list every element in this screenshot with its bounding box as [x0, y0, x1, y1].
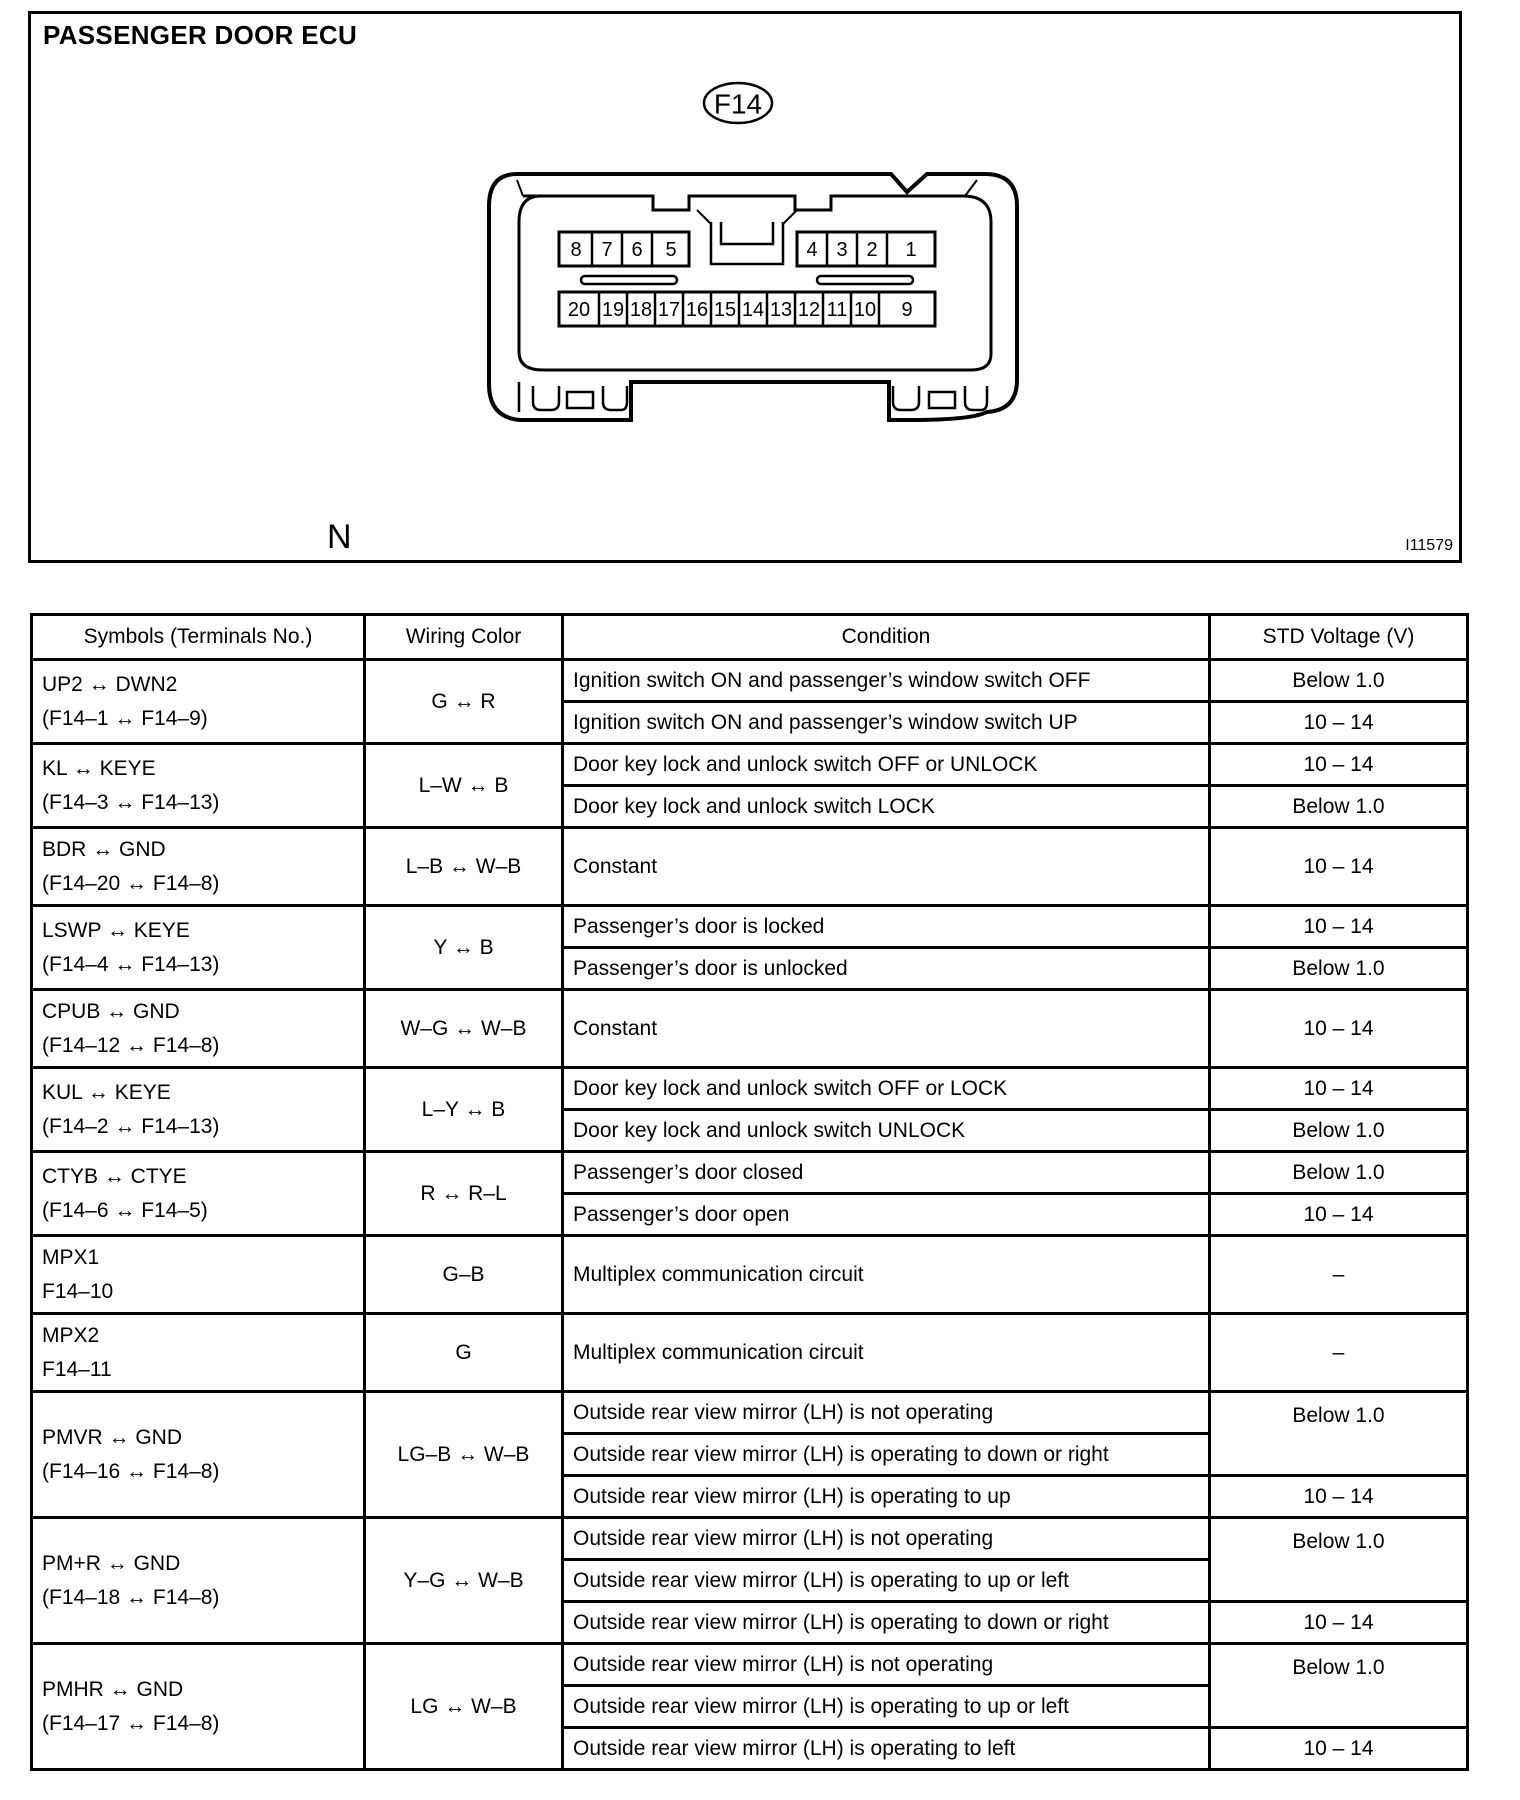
condition-cell: Outside rear view mirror (LH) is operating to down or right: [563, 1434, 1210, 1476]
pin-label: 15: [713, 299, 737, 321]
voltage-cell: Below 1.0: [1210, 1152, 1468, 1194]
symbol-cell: PM+R ↔ GND (F14–18 ↔ F14–8): [32, 1518, 365, 1644]
wiring-color-cell: Y–G ↔ W–B: [365, 1518, 563, 1644]
condition-cell: Constant: [563, 828, 1210, 906]
wiring-color-cell: W–G ↔ W–B: [365, 990, 563, 1068]
wiring-color-cell: G–B: [365, 1236, 563, 1314]
table-row: [32, 744, 1468, 786]
diagram-title: PASSENGER DOOR ECU: [43, 20, 358, 50]
pin-label: 16: [685, 299, 709, 321]
voltage-cell: 10 – 14: [1210, 1728, 1468, 1770]
symbol-cell: KUL ↔ KEYE (F14–2 ↔ F14–13): [32, 1068, 365, 1152]
pin-label: 4: [806, 239, 818, 261]
voltage-cell: Below 1.0: [1210, 948, 1468, 990]
condition-cell: Passenger’s door is locked: [563, 906, 1210, 948]
table-row: [32, 1518, 1468, 1560]
connector-code: F14: [713, 88, 763, 120]
voltage-cell: Below 1.0: [1210, 786, 1468, 828]
voltage-cell: 10 – 14: [1210, 744, 1468, 786]
pin-label: 10: [853, 299, 877, 321]
condition-cell: Constant: [563, 990, 1210, 1068]
voltage-cell: 10 – 14: [1210, 828, 1468, 906]
voltage-cell: 10 – 14: [1210, 1068, 1468, 1110]
header-wiring-color: Wiring Color: [365, 615, 563, 660]
table-row: [32, 1314, 1468, 1392]
pin-label: 6: [631, 239, 643, 261]
table-row: [32, 1068, 1468, 1110]
wiring-color-cell: Y ↔ B: [365, 906, 563, 990]
pin-label: 11: [826, 299, 848, 321]
voltage-cell: Below 1.0: [1210, 660, 1468, 702]
connector-drawing: [31, 14, 1459, 560]
symbol-cell: MPX2 F14–11: [32, 1314, 365, 1392]
connector-diagram: [28, 11, 1462, 563]
condition-cell: Ignition switch ON and passenger’s window switch UP: [563, 702, 1210, 744]
condition-cell: Outside rear view mirror (LH) is not operating: [563, 1644, 1210, 1686]
condition-cell: Outside rear view mirror (LH) is operating to up or left: [563, 1560, 1210, 1602]
condition-cell: Ignition switch ON and passenger’s window switch OFF: [563, 660, 1210, 702]
voltage-cell: Below 1.0: [1210, 1110, 1468, 1152]
voltage-cell: –: [1210, 1314, 1468, 1392]
table-row: [32, 906, 1468, 948]
header-condition: Condition: [563, 615, 1210, 660]
pin-label: 20: [567, 299, 591, 321]
condition-cell: Outside rear view mirror (LH) is not operating: [563, 1392, 1210, 1434]
condition-cell: Outside rear view mirror (LH) is operating to down or right: [563, 1602, 1210, 1644]
orientation-mark: N: [327, 518, 352, 556]
pin-label: 3: [836, 239, 848, 261]
pin-label: 17: [657, 299, 681, 321]
pin-label: 14: [741, 299, 765, 321]
voltage-cell: 10 – 14: [1210, 1476, 1468, 1518]
voltage-spec-table: [30, 613, 1469, 1771]
symbol-cell: CPUB ↔ GND (F14–12 ↔ F14–8): [32, 990, 365, 1068]
table-row: [32, 828, 1468, 906]
wiring-color-cell: LG ↔ W–B: [365, 1644, 563, 1770]
wiring-color-cell: G ↔ R: [365, 660, 563, 744]
voltage-cell: Below 1.0: [1210, 1644, 1468, 1728]
wiring-color-cell: L–B ↔ W–B: [365, 828, 563, 906]
wiring-color-cell: L–W ↔ B: [365, 744, 563, 828]
condition-cell: Outside rear view mirror (LH) is operating to left: [563, 1728, 1210, 1770]
table-row: [32, 660, 1468, 702]
pin-label: 2: [866, 239, 878, 261]
pin-label: 19: [601, 299, 625, 321]
voltage-cell: Below 1.0: [1210, 1518, 1468, 1602]
voltage-cell: –: [1210, 1236, 1468, 1314]
condition-cell: Outside rear view mirror (LH) is operating to up or left: [563, 1686, 1210, 1728]
condition-cell: Door key lock and unlock switch OFF or LOCK: [563, 1068, 1210, 1110]
figure-code: I11579: [1405, 537, 1453, 554]
pin-label: 18: [629, 299, 653, 321]
pin-label: 9: [901, 299, 913, 321]
table-row: [32, 990, 1468, 1068]
table-row: [32, 1152, 1468, 1194]
pin-label: 12: [797, 299, 821, 321]
symbol-cell: CTYB ↔ CTYE (F14–6 ↔ F14–5): [32, 1152, 365, 1236]
condition-cell: Door key lock and unlock switch UNLOCK: [563, 1110, 1210, 1152]
pin-label: 13: [769, 299, 793, 321]
symbol-cell: PMHR ↔ GND (F14–17 ↔ F14–8): [32, 1644, 365, 1770]
condition-cell: Passenger’s door open: [563, 1194, 1210, 1236]
condition-cell: Outside rear view mirror (LH) is operating to up: [563, 1476, 1210, 1518]
condition-cell: Door key lock and unlock switch OFF or UNLOCK: [563, 744, 1210, 786]
table-row: [32, 1644, 1468, 1686]
voltage-cell: 10 – 14: [1210, 1194, 1468, 1236]
table-header-row: [32, 615, 1468, 660]
voltage-cell: 10 – 14: [1210, 702, 1468, 744]
pin-label: 1: [905, 239, 917, 261]
table-row: [32, 1236, 1468, 1314]
condition-cell: Multiplex communication circuit: [563, 1236, 1210, 1314]
symbol-cell: KL ↔ KEYE (F14–3 ↔ F14–13): [32, 744, 365, 828]
condition-cell: Door key lock and unlock switch LOCK: [563, 786, 1210, 828]
symbol-cell: UP2 ↔ DWN2 (F14–1 ↔ F14–9): [32, 660, 365, 744]
table-row: [32, 1392, 1468, 1434]
condition-cell: Passenger’s door closed: [563, 1152, 1210, 1194]
symbol-cell: PMVR ↔ GND (F14–16 ↔ F14–8): [32, 1392, 365, 1518]
condition-cell: Passenger’s door is unlocked: [563, 948, 1210, 990]
header-std-voltage: STD Voltage (V): [1210, 615, 1468, 660]
pin-label: 7: [601, 239, 613, 261]
pin-label: 8: [570, 239, 582, 261]
condition-cell: Multiplex communication circuit: [563, 1314, 1210, 1392]
voltage-cell: 10 – 14: [1210, 990, 1468, 1068]
wiring-color-cell: L–Y ↔ B: [365, 1068, 563, 1152]
condition-cell: Outside rear view mirror (LH) is not operating: [563, 1518, 1210, 1560]
wiring-color-cell: LG–B ↔ W–B: [365, 1392, 563, 1518]
header-symbols: Symbols (Terminals No.): [32, 615, 365, 660]
wiring-color-cell: R ↔ R–L: [365, 1152, 563, 1236]
symbol-cell: BDR ↔ GND (F14–20 ↔ F14–8): [32, 828, 365, 906]
pin-label: 5: [665, 239, 677, 261]
symbol-cell: MPX1 F14–10: [32, 1236, 365, 1314]
wiring-color-cell: G: [365, 1314, 563, 1392]
voltage-cell: 10 – 14: [1210, 1602, 1468, 1644]
symbol-cell: LSWP ↔ KEYE (F14–4 ↔ F14–13): [32, 906, 365, 990]
voltage-cell: Below 1.0: [1210, 1392, 1468, 1476]
voltage-cell: 10 – 14: [1210, 906, 1468, 948]
